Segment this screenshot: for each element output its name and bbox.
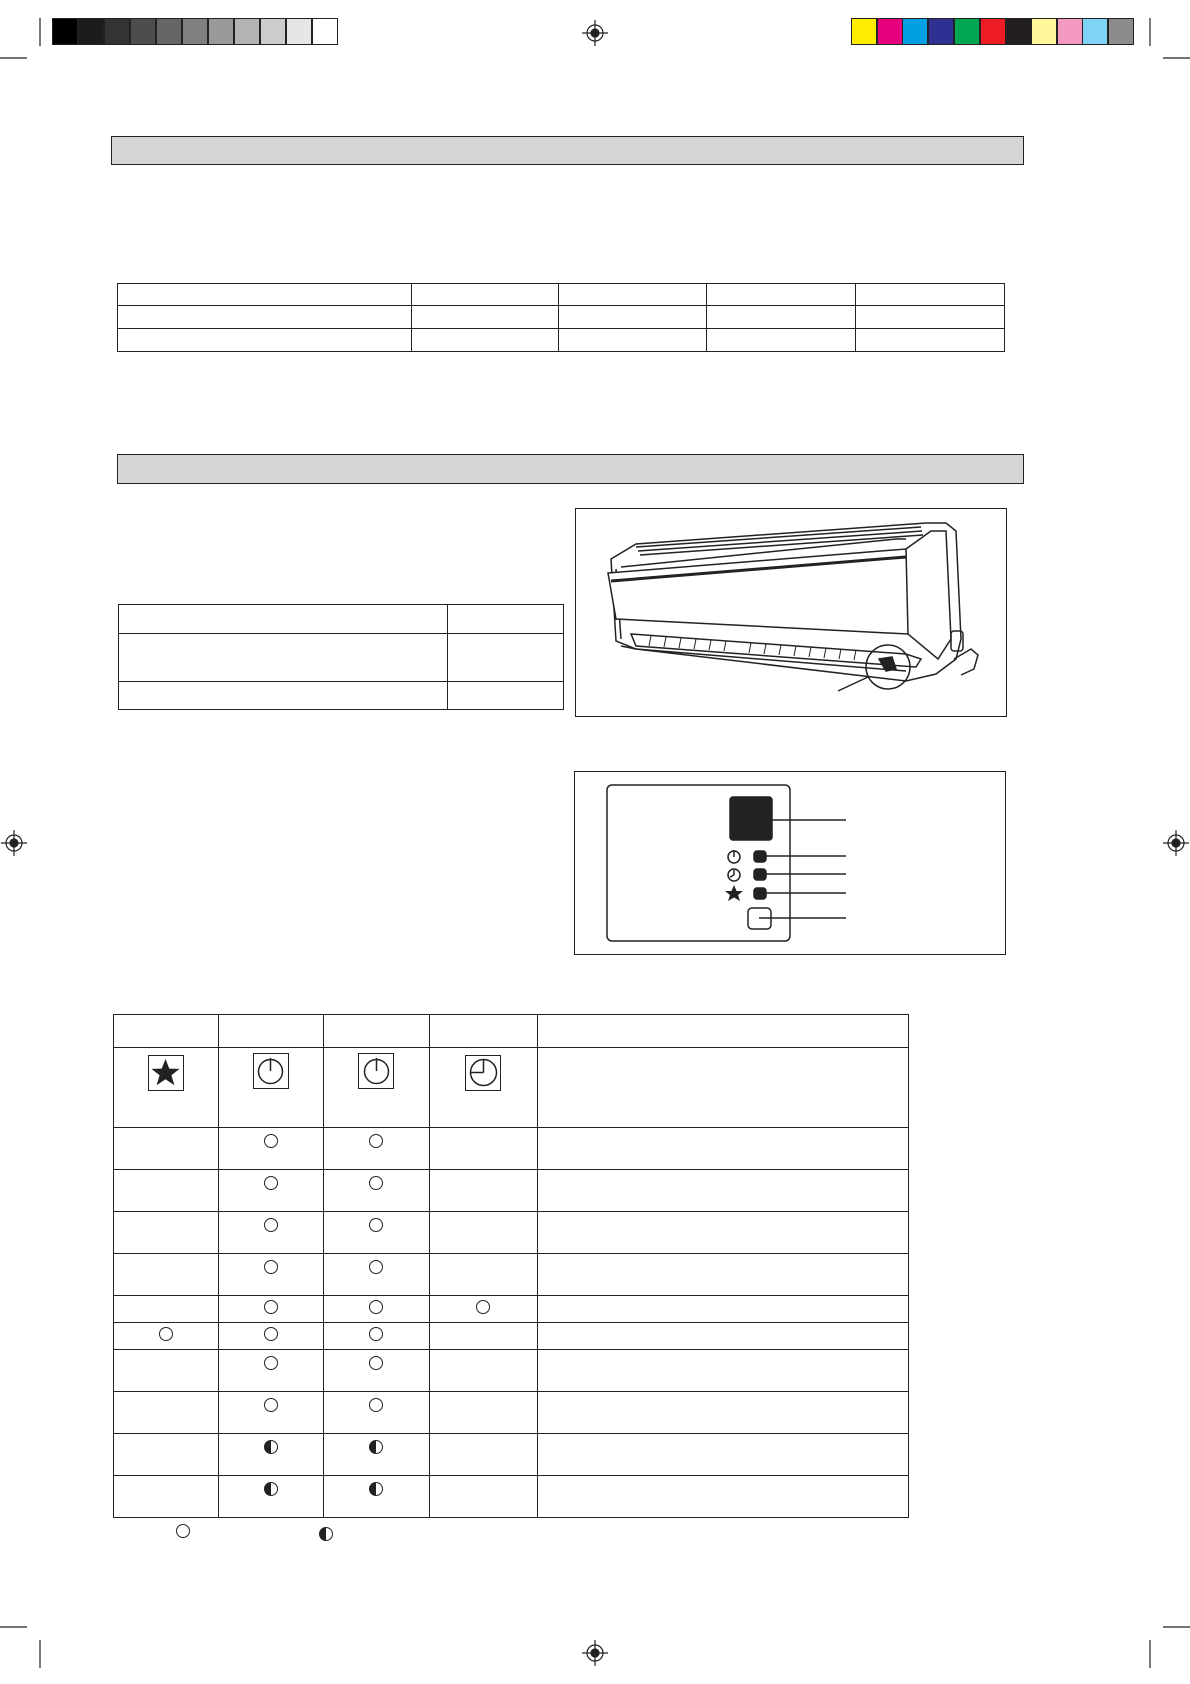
table-row — [119, 605, 564, 634]
lamp-lit-symbol — [264, 1356, 278, 1370]
lamp-lit-symbol — [369, 1260, 383, 1274]
lamp-lit-symbol — [369, 1218, 383, 1232]
table-row — [114, 1128, 909, 1170]
lamp-lit-symbol — [264, 1260, 278, 1274]
lamp-lit-symbol — [264, 1218, 278, 1232]
lamp-lit-symbol — [264, 1398, 278, 1412]
timer-icon — [465, 1055, 501, 1091]
section-2-header-bar — [117, 454, 1024, 484]
lamp-lit-symbol — [369, 1398, 383, 1412]
table-row — [118, 284, 1005, 306]
legend-blink-symbol — [319, 1527, 333, 1541]
registration-mark-right — [1163, 830, 1189, 856]
registration-mark-top — [582, 20, 608, 46]
section-2-table — [118, 604, 564, 710]
legend-lit-symbol — [176, 1524, 190, 1538]
table-row — [114, 1212, 909, 1254]
registration-mark-left — [1, 830, 27, 856]
indicator-status-table — [113, 1014, 909, 1518]
table-row — [114, 1296, 909, 1323]
table-header-row — [114, 1015, 909, 1048]
lamp-lit-symbol — [264, 1300, 278, 1314]
lamp-lit-symbol — [476, 1300, 490, 1314]
display-panel-illustration — [574, 771, 1006, 955]
table-row — [114, 1350, 909, 1392]
table-row — [114, 1170, 909, 1212]
section-1-table — [117, 283, 1005, 352]
air-conditioner-icon — [576, 509, 1006, 716]
lamp-lit-symbol — [369, 1356, 383, 1370]
table-row — [114, 1323, 909, 1350]
lamp-lit-symbol — [369, 1176, 383, 1190]
table-row — [119, 682, 564, 710]
table-row — [114, 1476, 909, 1518]
lamp-lit-symbol — [369, 1300, 383, 1314]
icon-row — [114, 1048, 909, 1128]
table-row — [114, 1434, 909, 1476]
power-icon — [253, 1053, 289, 1089]
indicator-panel-diagram — [575, 772, 1005, 954]
section-1-header-bar — [111, 136, 1024, 165]
lamp-lit-symbol — [369, 1134, 383, 1148]
table-row — [114, 1392, 909, 1434]
star-icon — [148, 1055, 184, 1091]
lamp-blink-symbol — [264, 1482, 278, 1496]
table-row — [119, 634, 564, 682]
power-icon — [358, 1053, 394, 1089]
lamp-lit-symbol — [264, 1134, 278, 1148]
table-row — [114, 1254, 909, 1296]
lamp-blink-symbol — [369, 1440, 383, 1454]
registration-mark-bottom — [582, 1640, 608, 1666]
table-row — [118, 329, 1005, 352]
lamp-blink-symbol — [264, 1440, 278, 1454]
lamp-lit-symbol — [264, 1176, 278, 1190]
lamp-lit-symbol — [264, 1327, 278, 1341]
lamp-lit-symbol — [369, 1327, 383, 1341]
lamp-blink-symbol — [369, 1482, 383, 1496]
lamp-lit-symbol — [159, 1327, 173, 1341]
indoor-unit-illustration — [575, 508, 1007, 717]
table-row — [118, 306, 1005, 329]
